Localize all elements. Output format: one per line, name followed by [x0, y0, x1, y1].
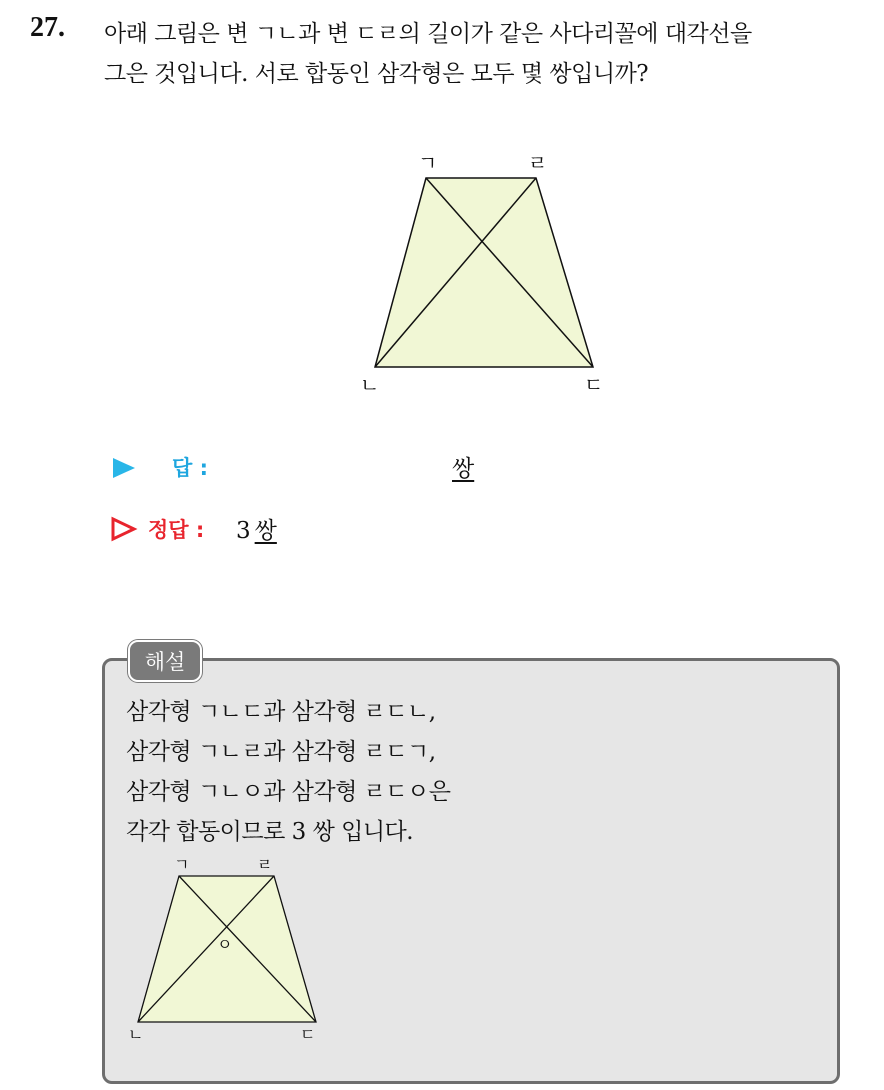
- outline-triangle-icon: [110, 516, 138, 542]
- explanation-label-giyeok: ㄱ: [174, 855, 190, 874]
- explanation-text: [126, 692, 451, 852]
- explanation-line-2: 삼각형 ㄱㄴㄹ과 삼각형 ㄹㄷㄱ,: [126, 739, 436, 765]
- explanation-line-4: 각각 합동이므로 3 쌍 입니다.: [126, 819, 414, 845]
- correct-answer-row: [110, 510, 430, 550]
- vertex-label-nieun: ㄴ: [360, 373, 380, 397]
- play-triangle-icon: [113, 458, 135, 478]
- trapezoid-shape: [375, 178, 593, 367]
- explanation-line-3: 삼각형 ㄱㄴㅇ과 삼각형 ㄹㄷㅇ은: [126, 779, 451, 805]
- vertex-label-rieul: ㄹ: [528, 151, 548, 175]
- question-line-1: 아래 그림은 변 ㄱㄴ과 변 ㄷㄹ의 길이가 같은 사다리꼴에 대각선을: [104, 21, 752, 47]
- explanation-label-nieun: ㄴ: [128, 1025, 144, 1044]
- correct-answer-unit: 쌍: [254, 518, 277, 544]
- question-number: 27.: [30, 12, 65, 43]
- explanation-label-ieung: ㅇ: [217, 935, 233, 954]
- answer-label: 답 :: [172, 456, 208, 480]
- explanation-tab: 해설: [128, 640, 202, 682]
- answer-row: [110, 448, 530, 488]
- answer-unit: 쌍: [452, 456, 475, 482]
- explanation-trapezoid-figure: [124, 852, 334, 1048]
- vertex-label-digeut: ㄷ: [584, 373, 604, 397]
- explanation-label-rieul: ㄹ: [257, 855, 273, 874]
- correct-answer-value: [236, 512, 277, 545]
- question-line-2: 그은 것입니다. 서로 합동인 삼각형은 모두 몇 쌍입니까?: [104, 61, 649, 87]
- correct-answer-number: 3: [236, 518, 251, 544]
- trapezoid-figure: [360, 150, 620, 400]
- explanation-label-digeut: ㄷ: [300, 1025, 316, 1044]
- explanation-line-1: 삼각형 ㄱㄴㄷ과 삼각형 ㄹㄷㄴ,: [126, 699, 436, 725]
- question-text: [104, 14, 874, 94]
- vertex-label-giyeok: ㄱ: [418, 151, 438, 175]
- correct-answer-label: 정답 :: [148, 518, 205, 542]
